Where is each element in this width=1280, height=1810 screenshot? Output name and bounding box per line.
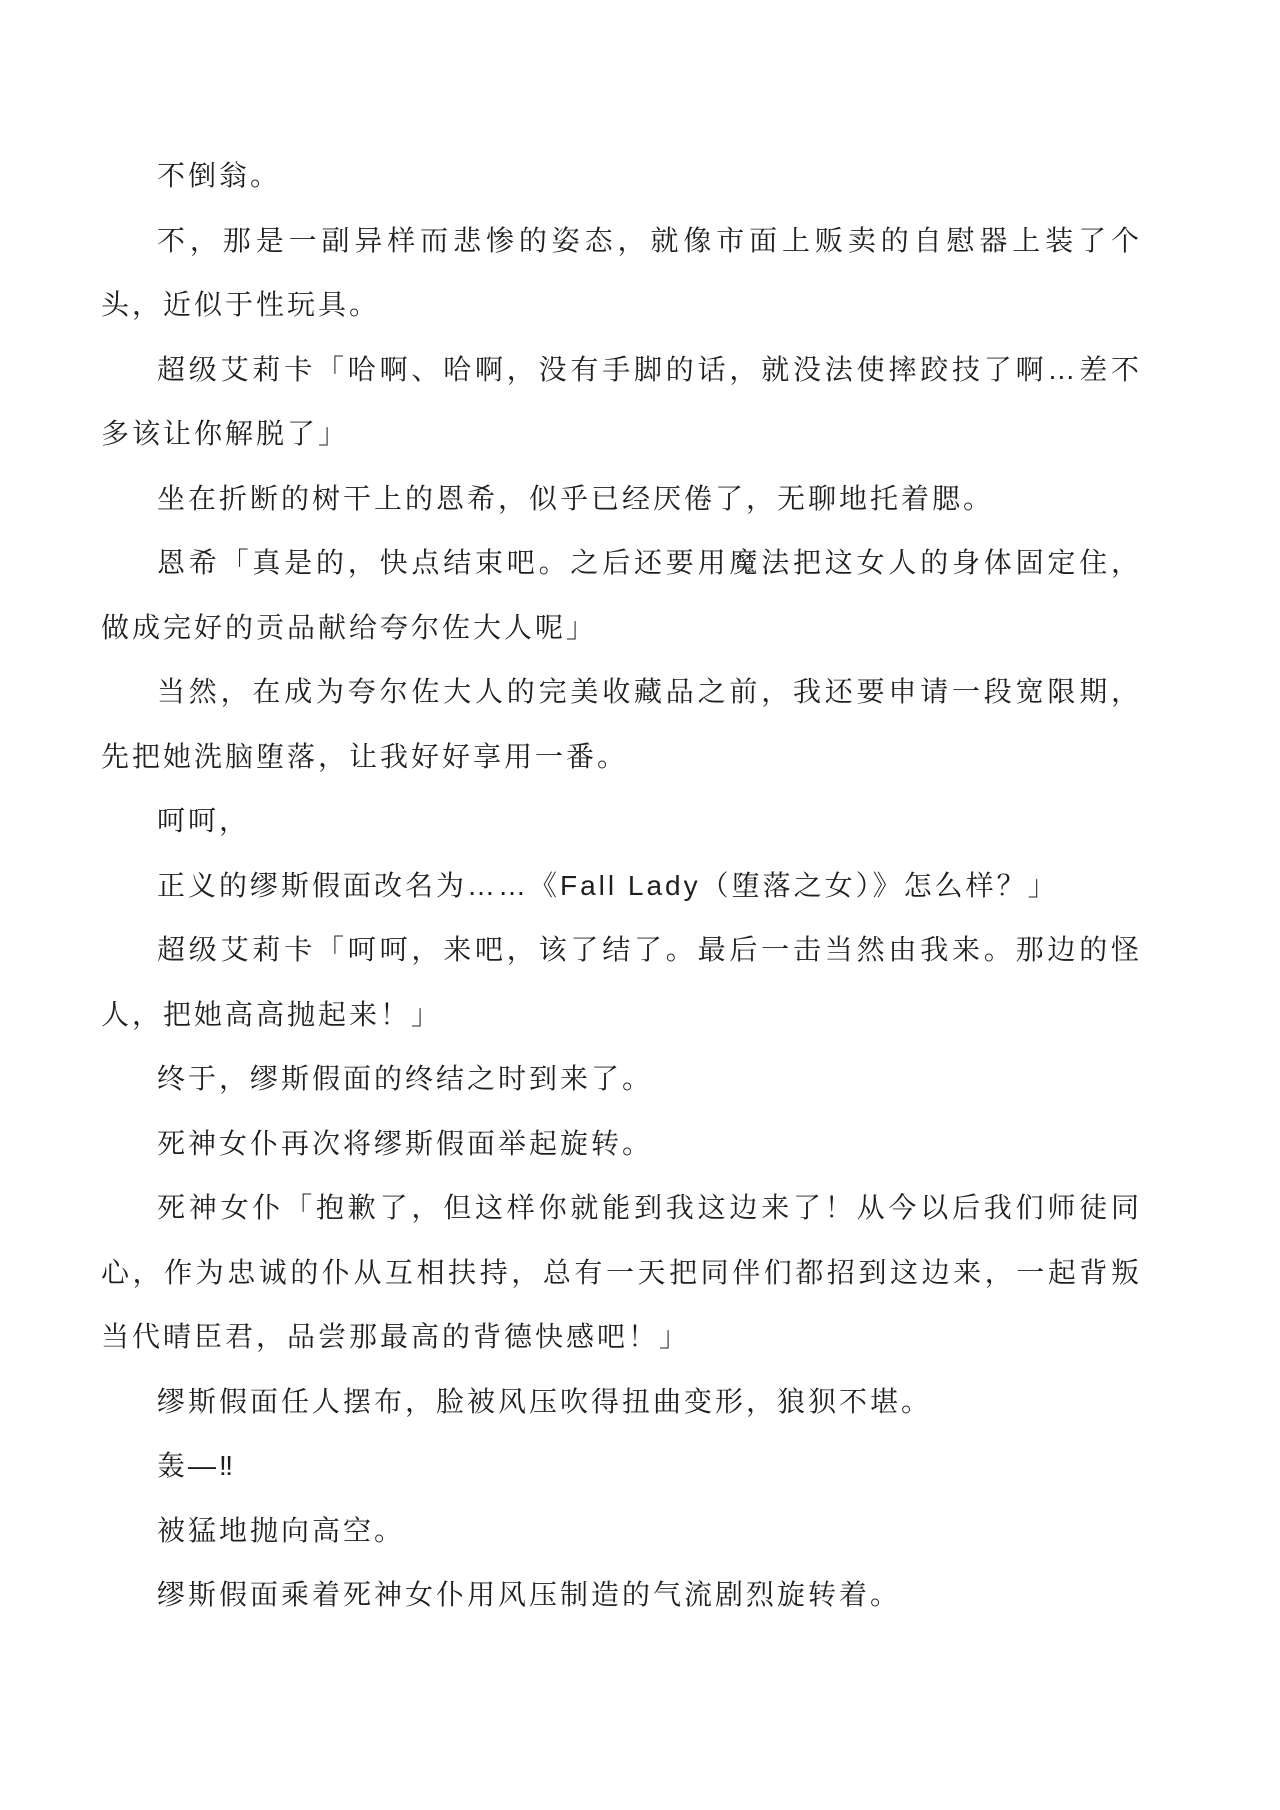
paragraph: 死神女仆再次将缪斯假面举起旋转。 [157,1127,654,1159]
paragraph: 终于，缪斯假面的终结之时到来了。 [157,1063,654,1094]
paragraph: 被猛地抛向高空。 [157,1514,406,1546]
paragraph: 轰—‼ [157,1450,237,1481]
paragraph: 缪斯假面任人摆布，脸被风压吹得扭曲变形，狼狈不堪。 [157,1385,933,1417]
novel-text-content [101,144,1142,1628]
paragraph: 不倒翁。 [157,160,282,191]
paragraph: 超级艾莉卡「哈啊、哈啊，没有手脚的话，就没法使摔跤技了啊…差不多该让你解脱了」 [101,353,1142,449]
paragraph: 不，那是一副异样而悲惨的姿态，就像市面上贩卖的自慰器上装了个头，近似于性玩具。 [101,224,1142,320]
paragraph: 死神女仆「抱歉了，但这样你就能到我这边来了！从今以后我们师徒同心，作为忠诚的仆从互相扶持，总有一天把同伴们都招到这边来，一起背叛当代晴臣君，品尝那最高的背德快感吧！」 [101,1192,1142,1352]
paragraph: 正义的缪斯假面改名为……《Fall Lady（堕落之女）》怎么样？」 [157,869,1059,901]
paragraph: 坐在折断的树干上的恩希，似乎已经厌倦了，无聊地托着腮。 [157,482,995,514]
paragraph: 缪斯假面乘着死神女仆用风压制造的气流剧烈旋转着。 [157,1579,902,1610]
paragraph: 恩希「真是的，快点结束吧。之后还要用魔法把这女人的身体固定住，做成完好的贡品献给夸尔佐大人呢」 [101,547,1142,643]
paragraph: 当然，在成为夸尔佐大人的完美收藏品之前，我还要申请一段宽限期，先把她洗脑堕落，让我好好享用一番。 [101,676,1142,772]
paragraph: 超级艾莉卡「呵呵，来吧，该了结了。最后一击当然由我来。那边的怪人，把她高高抛起来！」 [101,934,1142,1030]
paragraph: 呵呵， [157,805,251,836]
